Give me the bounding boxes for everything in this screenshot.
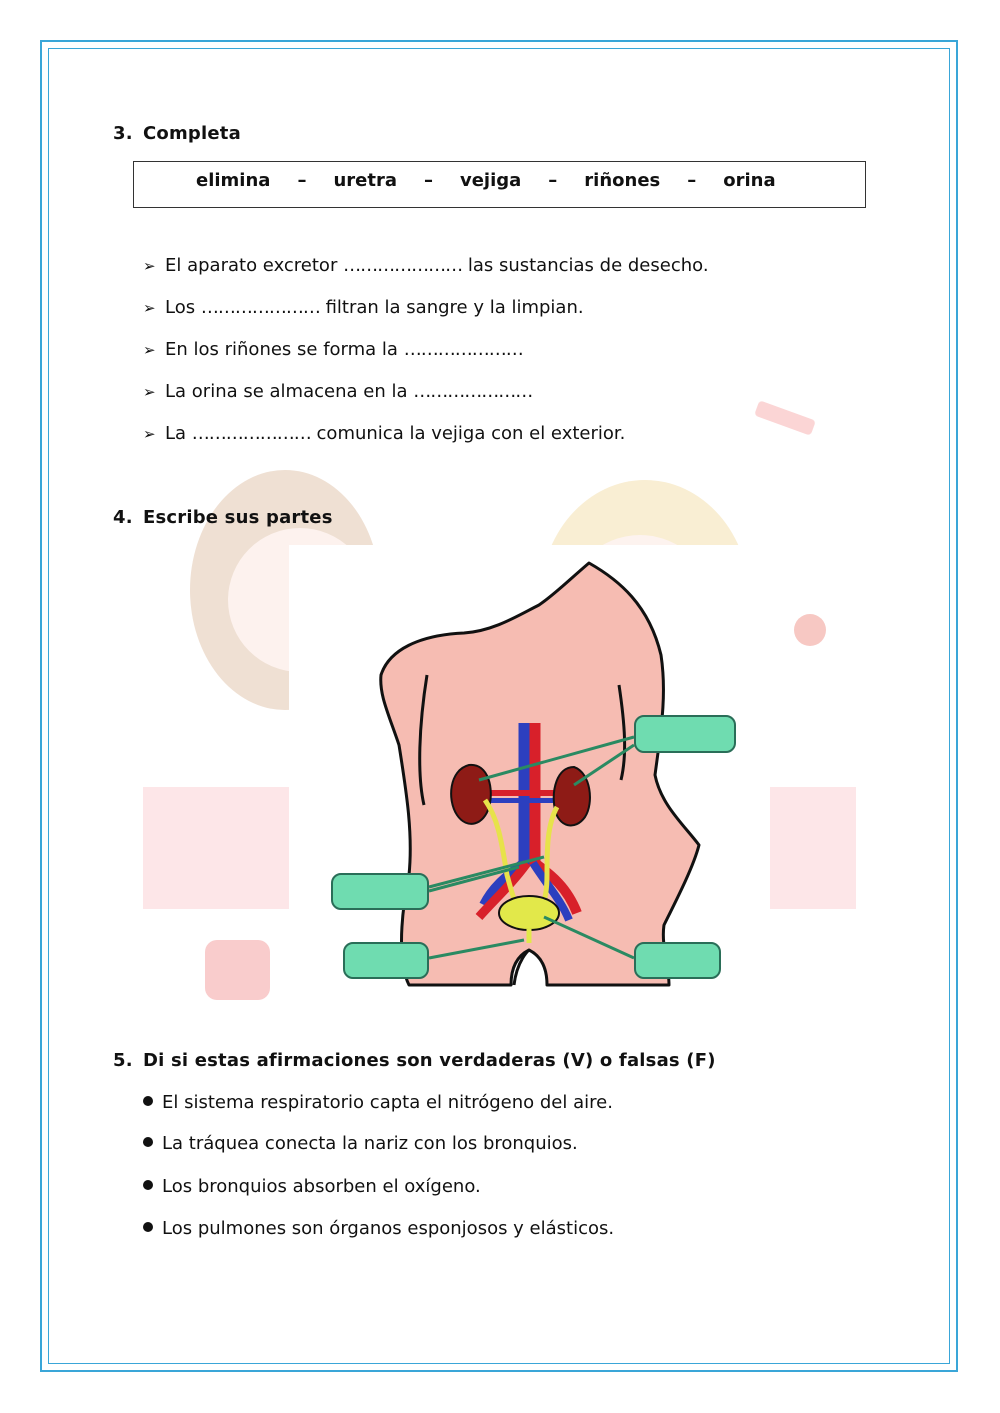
section5-number: 5.: [113, 1050, 133, 1071]
word-separator: –: [687, 170, 697, 191]
true-false-statement[interactable]: [143, 1176, 481, 1197]
renal-artery: [484, 790, 564, 796]
blank-field[interactable]: …………………: [200, 297, 320, 318]
word-bank-item: orina: [723, 170, 776, 191]
word-separator: –: [297, 170, 307, 191]
bullet-dot-icon: [143, 1180, 153, 1190]
label-box-bladder[interactable]: [634, 942, 721, 979]
section3-title: Completa: [143, 123, 241, 144]
watermark-first-aid-kit: [205, 940, 270, 1000]
fill-sentence: [143, 339, 523, 360]
arrow-bullet-icon: ➢: [143, 425, 156, 443]
bladder: [499, 896, 559, 930]
sentence-text: En los riñones se forma la: [165, 339, 398, 360]
word-bank-item: riñones: [584, 170, 661, 191]
section4-heading: [113, 507, 333, 528]
sentence-text: La orina se almacena en la: [165, 381, 408, 402]
section4-title: Escribe sus partes: [143, 507, 333, 528]
statement-text: La tráquea conecta la nariz con los bronquios.: [162, 1133, 578, 1154]
statement-text: El sistema respiratorio capta el nitrógeno del aire.: [162, 1092, 613, 1113]
excretory-system-diagram: [289, 545, 770, 1015]
watermark-panel-right: [770, 787, 856, 909]
sentence-text: filtran la sangre y la limpian.: [325, 297, 584, 318]
label-box-urethra[interactable]: [343, 942, 429, 979]
statement-text: Los pulmones son órganos esponjosos y elásticos.: [162, 1218, 615, 1239]
fill-sentence: [143, 423, 625, 444]
sentence-text: las sustancias de desecho.: [467, 255, 709, 276]
sentence-text: La: [165, 423, 187, 444]
bullet-dot-icon: [143, 1096, 153, 1106]
sentence-text: Los: [165, 297, 196, 318]
watermark-comb: [754, 400, 816, 436]
blank-field[interactable]: …………………: [191, 423, 311, 444]
fill-sentence: [143, 255, 709, 276]
word-bank-item: vejiga: [459, 170, 522, 191]
arrow-bullet-icon: ➢: [143, 341, 156, 359]
word-bank: [133, 161, 866, 208]
section3-number: 3.: [113, 123, 133, 144]
renal-vein: [484, 798, 564, 803]
word-bank-item: uretra: [333, 170, 397, 191]
true-false-statement[interactable]: [143, 1092, 613, 1113]
arrow-bullet-icon: ➢: [143, 299, 156, 317]
blank-field[interactable]: …………………: [413, 381, 533, 402]
fill-sentence: [143, 297, 584, 318]
bullet-dot-icon: [143, 1222, 153, 1232]
label-box-ureters[interactable]: [331, 873, 429, 910]
sentence-text: comunica la vejiga con el exterior.: [316, 423, 626, 444]
arrow-bullet-icon: ➢: [143, 383, 156, 401]
kidney-left: [451, 765, 491, 824]
blank-field[interactable]: …………………: [403, 339, 523, 360]
section5-title: Di si estas afirmaciones son verdaderas (V) o falsas (F): [143, 1050, 716, 1071]
bullet-dot-icon: [143, 1137, 153, 1147]
word-separator: –: [423, 170, 433, 191]
word-separator: –: [548, 170, 558, 191]
arrow-bullet-icon: ➢: [143, 257, 156, 275]
statement-text: Los bronquios absorben el oxígeno.: [162, 1176, 481, 1197]
section5-heading: [113, 1050, 716, 1071]
section3-heading: [113, 123, 241, 144]
watermark-apple: [794, 614, 826, 646]
section4-number: 4.: [113, 507, 133, 528]
kidney-right: [554, 767, 590, 825]
true-false-statement[interactable]: [143, 1133, 578, 1154]
label-box-kidneys[interactable]: [634, 715, 736, 753]
watermark-panel-left: [143, 787, 289, 909]
blank-field[interactable]: …………………: [343, 255, 463, 276]
true-false-statement[interactable]: [143, 1218, 614, 1239]
word-bank-item: elimina: [196, 170, 271, 191]
fill-sentence: [143, 381, 532, 402]
sentence-text: El aparato excretor: [165, 255, 338, 276]
